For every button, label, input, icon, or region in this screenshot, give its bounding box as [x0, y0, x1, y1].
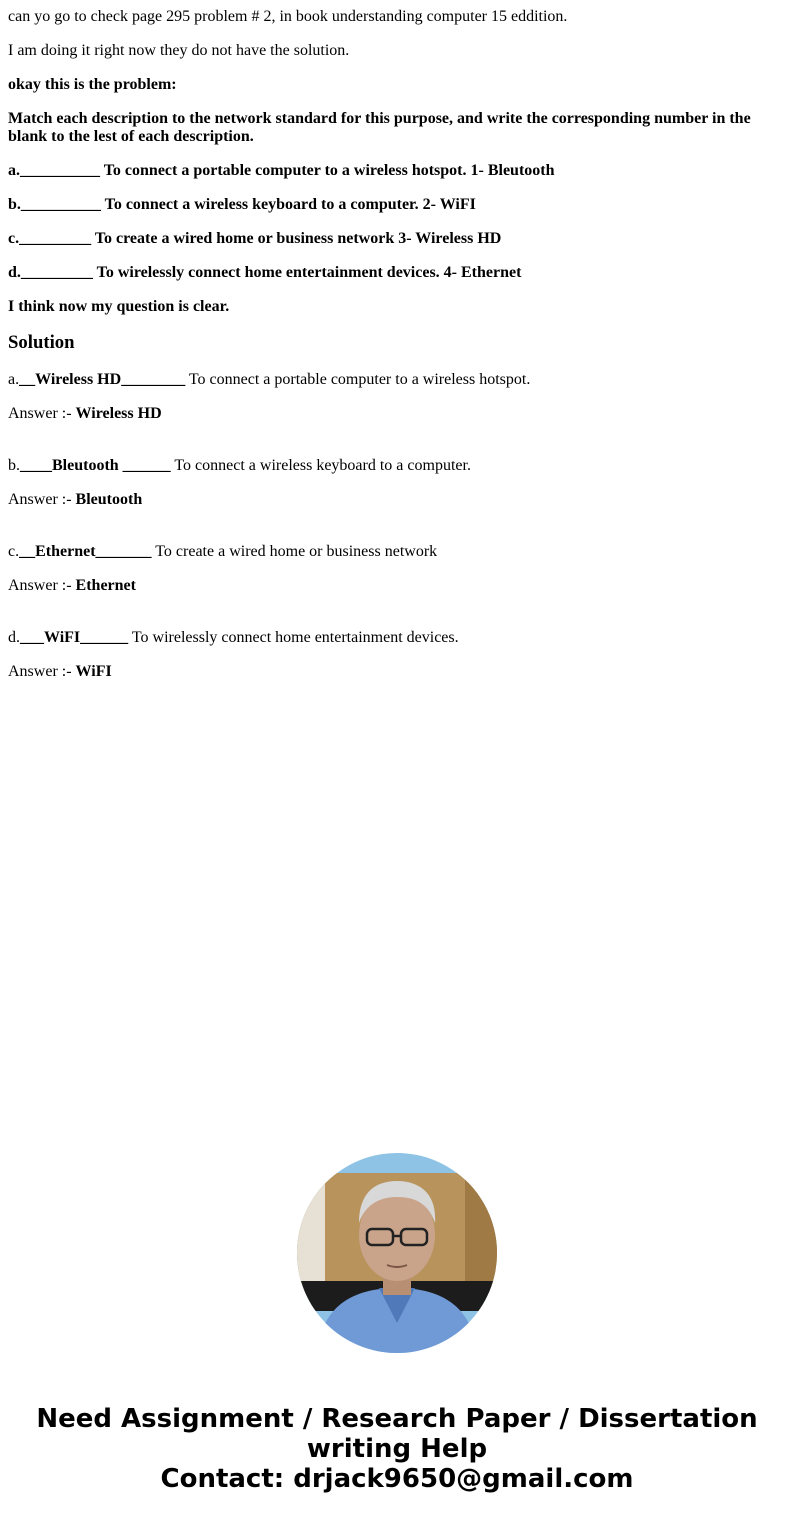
part-post-blank: _______ — [95, 543, 152, 560]
part-term: Ethernet — [35, 543, 96, 560]
answer-line — [8, 405, 786, 423]
part-pre-blank: __ — [19, 543, 36, 560]
answer-value: Wireless HD — [75, 405, 162, 422]
solution-part-a — [8, 371, 786, 423]
part-description: To connect a wireless keyboard to a computer. — [170, 457, 471, 474]
answer-prefix: Answer :- — [8, 405, 76, 422]
part-term: Bleutooth — [52, 457, 119, 474]
footer-line-2: writing Help — [306, 1434, 488, 1464]
answer-line — [8, 491, 786, 509]
part-letter: d. — [8, 629, 20, 646]
question-item-b: b.__________ To connect a wireless keyboard to a computer. 2- WiFI — [8, 196, 476, 213]
solution-part-b — [8, 457, 786, 509]
question-intro-2: I am doing it right now they do not have the solution. — [8, 42, 350, 59]
footer-banner — [0, 1404, 794, 1494]
answer-line — [8, 577, 786, 595]
part-letter: c. — [8, 543, 20, 560]
part-letter: b. — [8, 457, 20, 474]
answer-value: Bleutooth — [75, 491, 143, 508]
part-post-blank: ______ — [80, 629, 129, 646]
question-intro-3: okay this is the problem: — [8, 76, 177, 93]
question-item-d: d._________ To wirelessly connect home entertainment devices. 4- Ethernet — [8, 264, 522, 281]
answer-prefix: Answer :- — [8, 663, 76, 680]
avatar-portrait-icon — [297, 1153, 497, 1353]
part-post-blank: ________ — [121, 371, 186, 388]
answer-line — [8, 663, 786, 681]
question-item-c: c._________ To create a wired home or business network 3- Wireless HD — [8, 230, 502, 247]
part-post-blank: ______ — [118, 457, 171, 474]
part-term: Wireless HD — [35, 371, 122, 388]
footer-contact: Contact: drjack9650@gmail.com — [160, 1464, 634, 1494]
solution-line — [8, 371, 786, 389]
solution-line — [8, 629, 786, 647]
part-term: WiFI — [44, 629, 81, 646]
solution-heading: Solution — [8, 332, 75, 353]
question-closing: I think now my question is clear. — [8, 298, 230, 315]
part-pre-blank: ____ — [20, 457, 52, 474]
question-item-a: a.__________ To connect a portable computer to a wireless hotspot. 1- Bleutooth — [8, 162, 555, 179]
answer-prefix: Answer :- — [8, 491, 76, 508]
solution-line — [8, 543, 786, 561]
solution-line — [8, 457, 786, 475]
question-intro-1: can yo go to check page 295 problem # 2, in book understanding computer 15 eddition. — [8, 8, 568, 25]
part-letter: a. — [8, 371, 20, 388]
avatar — [297, 1153, 497, 1353]
answer-value: WiFI — [75, 663, 112, 680]
part-description: To create a wired home or business network — [151, 543, 438, 560]
part-description: To wirelessly connect home entertainment devices. — [128, 629, 459, 646]
part-description: To connect a portable computer to a wireless hotspot. — [185, 371, 531, 388]
part-pre-blank: __ — [19, 371, 36, 388]
part-pre-blank: ___ — [20, 629, 44, 646]
solution-part-d — [8, 629, 786, 681]
question-instruction: Match each description to the network standard for this purpose, and write the corresponding number in the blank to the lest of each description. — [8, 110, 751, 145]
answer-prefix: Answer :- — [8, 577, 76, 594]
solution-part-c — [8, 543, 786, 595]
document-body — [0, 0, 794, 681]
answer-value: Ethernet — [75, 577, 136, 594]
footer-line-1: Need Assignment / Research Paper / Dissertation — [36, 1404, 758, 1434]
